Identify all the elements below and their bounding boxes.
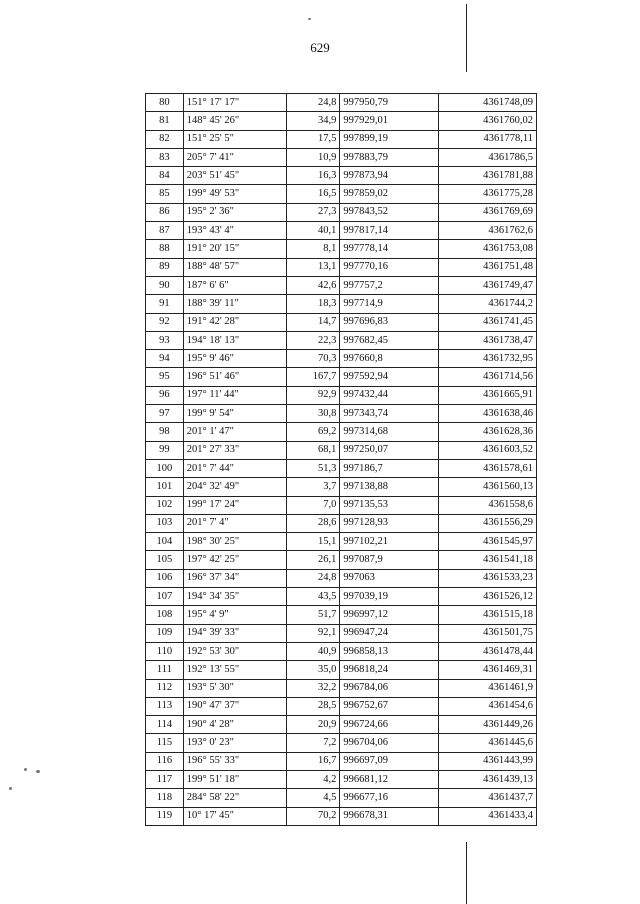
angle-cell: 194° 34' 35" (183, 588, 287, 606)
y-coordinate-cell: 4361748,09 (438, 94, 536, 112)
distance-cell: 43,5 (287, 588, 340, 606)
point-number-cell: 112 (146, 679, 184, 697)
x-coordinate-cell: 997087,9 (340, 551, 438, 569)
y-coordinate-cell: 4361558,6 (438, 496, 536, 514)
distance-cell: 4,2 (287, 770, 340, 788)
y-coordinate-cell: 4361741,45 (438, 313, 536, 331)
y-coordinate-cell: 4361665,91 (438, 386, 536, 404)
distance-cell: 40,9 (287, 642, 340, 660)
table-row (146, 441, 537, 459)
distance-cell: 42,6 (287, 276, 340, 294)
table-row (146, 661, 537, 679)
distance-cell: 16,7 (287, 752, 340, 770)
angle-cell: 195° 9' 46" (183, 350, 287, 368)
distance-cell: 35,0 (287, 661, 340, 679)
table-row (146, 148, 537, 166)
x-coordinate-cell: 997682,45 (340, 331, 438, 349)
point-number-cell: 116 (146, 752, 184, 770)
point-number-cell: 105 (146, 551, 184, 569)
y-coordinate-cell: 4361445,6 (438, 734, 536, 752)
point-number-cell: 95 (146, 368, 184, 386)
angle-cell: 198° 30' 25" (183, 533, 287, 551)
x-coordinate-cell: 997039,19 (340, 588, 438, 606)
distance-cell: 17,5 (287, 130, 340, 148)
angle-cell: 196° 55' 33" (183, 752, 287, 770)
y-coordinate-cell: 4361738,47 (438, 331, 536, 349)
distance-cell: 24,8 (287, 94, 340, 112)
distance-cell: 7,0 (287, 496, 340, 514)
table-row (146, 789, 537, 807)
point-number-cell: 83 (146, 148, 184, 166)
point-number-cell: 85 (146, 185, 184, 203)
x-coordinate-cell: 997138,88 (340, 478, 438, 496)
y-coordinate-cell: 4361628,36 (438, 423, 536, 441)
angle-cell: 197° 42' 25" (183, 551, 287, 569)
x-coordinate-cell: 996818,24 (340, 661, 438, 679)
angle-cell: 196° 37' 34" (183, 569, 287, 587)
y-coordinate-cell: 4361762,6 (438, 222, 536, 240)
point-number-cell: 92 (146, 313, 184, 331)
distance-cell: 15,1 (287, 533, 340, 551)
y-coordinate-cell: 4361433,4 (438, 807, 536, 825)
angle-cell: 191° 20' 15" (183, 240, 287, 258)
y-coordinate-cell: 4361439,13 (438, 770, 536, 788)
x-coordinate-cell: 997778,14 (340, 240, 438, 258)
table-row (146, 112, 537, 130)
x-coordinate-cell: 997343,74 (340, 405, 438, 423)
x-coordinate-cell: 997714,9 (340, 295, 438, 313)
point-number-cell: 100 (146, 459, 184, 477)
x-coordinate-cell: 996677,16 (340, 789, 438, 807)
point-number-cell: 114 (146, 716, 184, 734)
table-row (146, 459, 537, 477)
distance-cell: 92,1 (287, 624, 340, 642)
distance-cell: 28,5 (287, 697, 340, 715)
distance-cell: 24,8 (287, 569, 340, 587)
y-coordinate-cell: 4361781,88 (438, 167, 536, 185)
binding-line-bottom (466, 842, 467, 904)
x-coordinate-cell: 997250,07 (340, 441, 438, 459)
distance-cell: 30,8 (287, 405, 340, 423)
distance-cell: 51,3 (287, 459, 340, 477)
point-number-cell: 104 (146, 533, 184, 551)
x-coordinate-cell: 997899,19 (340, 130, 438, 148)
table-row (146, 734, 537, 752)
distance-cell: 69,2 (287, 423, 340, 441)
point-number-cell: 93 (146, 331, 184, 349)
angle-cell: 192° 13' 55" (183, 661, 287, 679)
point-number-cell: 96 (146, 386, 184, 404)
y-coordinate-cell: 4361449,26 (438, 716, 536, 734)
x-coordinate-cell: 996784,06 (340, 679, 438, 697)
table-row (146, 478, 537, 496)
angle-cell: 190° 4' 28" (183, 716, 287, 734)
angle-cell: 151° 25' 5" (183, 130, 287, 148)
page-number: 629 (310, 40, 330, 55)
distance-cell: 16,3 (287, 167, 340, 185)
x-coordinate-cell: 997873,94 (340, 167, 438, 185)
x-coordinate-cell: 997843,52 (340, 203, 438, 221)
y-coordinate-cell: 4361744,2 (438, 295, 536, 313)
x-coordinate-cell: 996681,12 (340, 770, 438, 788)
scan-speck (36, 770, 40, 773)
x-coordinate-cell: 997592,94 (340, 368, 438, 386)
table-row (146, 569, 537, 587)
point-number-cell: 98 (146, 423, 184, 441)
angle-cell: 10° 17' 45" (183, 807, 287, 825)
y-coordinate-cell: 4361786,5 (438, 148, 536, 166)
distance-cell: 34,9 (287, 112, 340, 130)
angle-cell: 201° 7' 4" (183, 514, 287, 532)
distance-cell: 13,1 (287, 258, 340, 276)
angle-cell: 196° 51' 46" (183, 368, 287, 386)
point-number-cell: 82 (146, 130, 184, 148)
y-coordinate-cell: 4361778,11 (438, 130, 536, 148)
table-row (146, 258, 537, 276)
y-coordinate-cell: 4361437,7 (438, 789, 536, 807)
angle-cell: 188° 48' 57" (183, 258, 287, 276)
table-row (146, 716, 537, 734)
x-coordinate-cell: 997660,8 (340, 350, 438, 368)
table-row (146, 642, 537, 660)
point-number-cell: 115 (146, 734, 184, 752)
angle-cell: 201° 7' 44" (183, 459, 287, 477)
x-coordinate-cell: 997063 (340, 569, 438, 587)
angle-cell: 195° 2' 36" (183, 203, 287, 221)
x-coordinate-cell: 996752,67 (340, 697, 438, 715)
distance-cell: 51,7 (287, 606, 340, 624)
point-number-cell: 109 (146, 624, 184, 642)
y-coordinate-cell: 4361501,75 (438, 624, 536, 642)
x-coordinate-cell: 996704,06 (340, 734, 438, 752)
distance-cell: 40,1 (287, 222, 340, 240)
point-number-cell: 80 (146, 94, 184, 112)
angle-cell: 148° 45' 26" (183, 112, 287, 130)
angle-cell: 187° 6' 6" (183, 276, 287, 294)
table-row (146, 606, 537, 624)
y-coordinate-cell: 4361603,52 (438, 441, 536, 459)
angle-cell: 205° 7' 41" (183, 148, 287, 166)
table-row (146, 405, 537, 423)
point-number-cell: 110 (146, 642, 184, 660)
table-row (146, 130, 537, 148)
angle-cell: 201° 1' 47" (183, 423, 287, 441)
angle-cell: 201° 27' 33" (183, 441, 287, 459)
x-coordinate-cell: 997817,14 (340, 222, 438, 240)
table-row (146, 222, 537, 240)
x-coordinate-cell: 997757,2 (340, 276, 438, 294)
x-coordinate-cell: 997128,93 (340, 514, 438, 532)
point-number-cell: 108 (146, 606, 184, 624)
table-row (146, 386, 537, 404)
distance-cell: 70,2 (287, 807, 340, 825)
table-row (146, 423, 537, 441)
angle-cell: 197° 11' 44" (183, 386, 287, 404)
angle-cell: 199° 9' 54" (183, 405, 287, 423)
angle-cell: 188° 39' 11" (183, 295, 287, 313)
point-number-cell: 101 (146, 478, 184, 496)
distance-cell: 32,2 (287, 679, 340, 697)
angle-cell: 193° 0' 23" (183, 734, 287, 752)
angle-cell: 193° 43' 4" (183, 222, 287, 240)
x-coordinate-cell: 997696,83 (340, 313, 438, 331)
table-row (146, 770, 537, 788)
angle-cell: 194° 18' 13" (183, 331, 287, 349)
distance-cell: 26,1 (287, 551, 340, 569)
coordinates-table-body (146, 94, 537, 826)
x-coordinate-cell: 996997,12 (340, 606, 438, 624)
point-number-cell: 94 (146, 350, 184, 368)
x-coordinate-cell: 996678,31 (340, 807, 438, 825)
point-number-cell: 118 (146, 789, 184, 807)
y-coordinate-cell: 4361578,61 (438, 459, 536, 477)
table-row (146, 331, 537, 349)
table-row (146, 496, 537, 514)
scan-speck (308, 18, 311, 20)
x-coordinate-cell: 997770,16 (340, 258, 438, 276)
binding-line-top (466, 4, 467, 72)
distance-cell: 8,1 (287, 240, 340, 258)
y-coordinate-cell: 4361461,9 (438, 679, 536, 697)
point-number-cell: 90 (146, 276, 184, 294)
x-coordinate-cell: 996724,66 (340, 716, 438, 734)
table-row (146, 588, 537, 606)
y-coordinate-cell: 4361760,02 (438, 112, 536, 130)
y-coordinate-cell: 4361769,69 (438, 203, 536, 221)
table-row (146, 203, 537, 221)
angle-cell: 192° 53' 30" (183, 642, 287, 660)
table-row (146, 807, 537, 825)
distance-cell: 28,6 (287, 514, 340, 532)
angle-cell: 195° 4' 9" (183, 606, 287, 624)
distance-cell: 3,7 (287, 478, 340, 496)
point-number-cell: 117 (146, 770, 184, 788)
distance-cell: 27,3 (287, 203, 340, 221)
y-coordinate-cell: 4361469,31 (438, 661, 536, 679)
point-number-cell: 102 (146, 496, 184, 514)
x-coordinate-cell: 996858,13 (340, 642, 438, 660)
angle-cell: 199° 51' 18" (183, 770, 287, 788)
angle-cell: 194° 39' 33" (183, 624, 287, 642)
x-coordinate-cell: 996697,09 (340, 752, 438, 770)
distance-cell: 10,9 (287, 148, 340, 166)
angle-cell: 193° 5' 30" (183, 679, 287, 697)
y-coordinate-cell: 4361545,97 (438, 533, 536, 551)
y-coordinate-cell: 4361775,28 (438, 185, 536, 203)
x-coordinate-cell: 997102,21 (340, 533, 438, 551)
x-coordinate-cell: 997135,53 (340, 496, 438, 514)
table-row (146, 533, 537, 551)
y-coordinate-cell: 4361751,48 (438, 258, 536, 276)
x-coordinate-cell: 997432,44 (340, 386, 438, 404)
x-coordinate-cell: 997929,01 (340, 112, 438, 130)
point-number-cell: 99 (146, 441, 184, 459)
point-number-cell: 88 (146, 240, 184, 258)
table-row (146, 313, 537, 331)
scan-speck (9, 787, 12, 790)
distance-cell: 22,3 (287, 331, 340, 349)
distance-cell: 16,5 (287, 185, 340, 203)
distance-cell: 14,7 (287, 313, 340, 331)
table-row (146, 295, 537, 313)
y-coordinate-cell: 4361541,18 (438, 551, 536, 569)
coordinates-table (145, 93, 537, 826)
angle-cell: 199° 17' 24" (183, 496, 287, 514)
point-number-cell: 119 (146, 807, 184, 825)
distance-cell: 68,1 (287, 441, 340, 459)
distance-cell: 18,3 (287, 295, 340, 313)
y-coordinate-cell: 4361556,29 (438, 514, 536, 532)
angle-cell: 190° 47' 37" (183, 697, 287, 715)
point-number-cell: 89 (146, 258, 184, 276)
angle-cell: 284° 58' 22" (183, 789, 287, 807)
y-coordinate-cell: 4361714,56 (438, 368, 536, 386)
angle-cell: 191° 42' 28" (183, 313, 287, 331)
distance-cell: 70,3 (287, 350, 340, 368)
point-number-cell: 81 (146, 112, 184, 130)
y-coordinate-cell: 4361515,18 (438, 606, 536, 624)
table-row (146, 679, 537, 697)
y-coordinate-cell: 4361454,6 (438, 697, 536, 715)
distance-cell: 92,9 (287, 386, 340, 404)
y-coordinate-cell: 4361533,23 (438, 569, 536, 587)
scan-speck (24, 768, 27, 771)
x-coordinate-cell: 997314,68 (340, 423, 438, 441)
point-number-cell: 91 (146, 295, 184, 313)
table-row (146, 240, 537, 258)
y-coordinate-cell: 4361478,44 (438, 642, 536, 660)
point-number-cell: 103 (146, 514, 184, 532)
point-number-cell: 87 (146, 222, 184, 240)
table-row (146, 551, 537, 569)
point-number-cell: 113 (146, 697, 184, 715)
y-coordinate-cell: 4361443,99 (438, 752, 536, 770)
y-coordinate-cell: 4361732,95 (438, 350, 536, 368)
distance-cell: 20,9 (287, 716, 340, 734)
point-number-cell: 97 (146, 405, 184, 423)
point-number-cell: 107 (146, 588, 184, 606)
x-coordinate-cell: 996947,24 (340, 624, 438, 642)
table-row (146, 276, 537, 294)
angle-cell: 204° 32' 49" (183, 478, 287, 496)
y-coordinate-cell: 4361753,08 (438, 240, 536, 258)
table-row (146, 368, 537, 386)
y-coordinate-cell: 4361749,47 (438, 276, 536, 294)
point-number-cell: 86 (146, 203, 184, 221)
angle-cell: 151° 17' 17" (183, 94, 287, 112)
table-row (146, 94, 537, 112)
y-coordinate-cell: 4361526,12 (438, 588, 536, 606)
point-number-cell: 84 (146, 167, 184, 185)
angle-cell: 199° 49' 53" (183, 185, 287, 203)
y-coordinate-cell: 4361560,13 (438, 478, 536, 496)
x-coordinate-cell: 997883,79 (340, 148, 438, 166)
x-coordinate-cell: 997186,7 (340, 459, 438, 477)
distance-cell: 4,5 (287, 789, 340, 807)
point-number-cell: 111 (146, 661, 184, 679)
point-number-cell: 106 (146, 569, 184, 587)
x-coordinate-cell: 997859,02 (340, 185, 438, 203)
table-row (146, 350, 537, 368)
table-row (146, 185, 537, 203)
distance-cell: 167,7 (287, 368, 340, 386)
y-coordinate-cell: 4361638,46 (438, 405, 536, 423)
table-row (146, 752, 537, 770)
distance-cell: 7,2 (287, 734, 340, 752)
angle-cell: 203° 51' 45" (183, 167, 287, 185)
table-row (146, 624, 537, 642)
x-coordinate-cell: 997950,79 (340, 94, 438, 112)
table-row (146, 167, 537, 185)
table-row (146, 697, 537, 715)
table-row (146, 514, 537, 532)
